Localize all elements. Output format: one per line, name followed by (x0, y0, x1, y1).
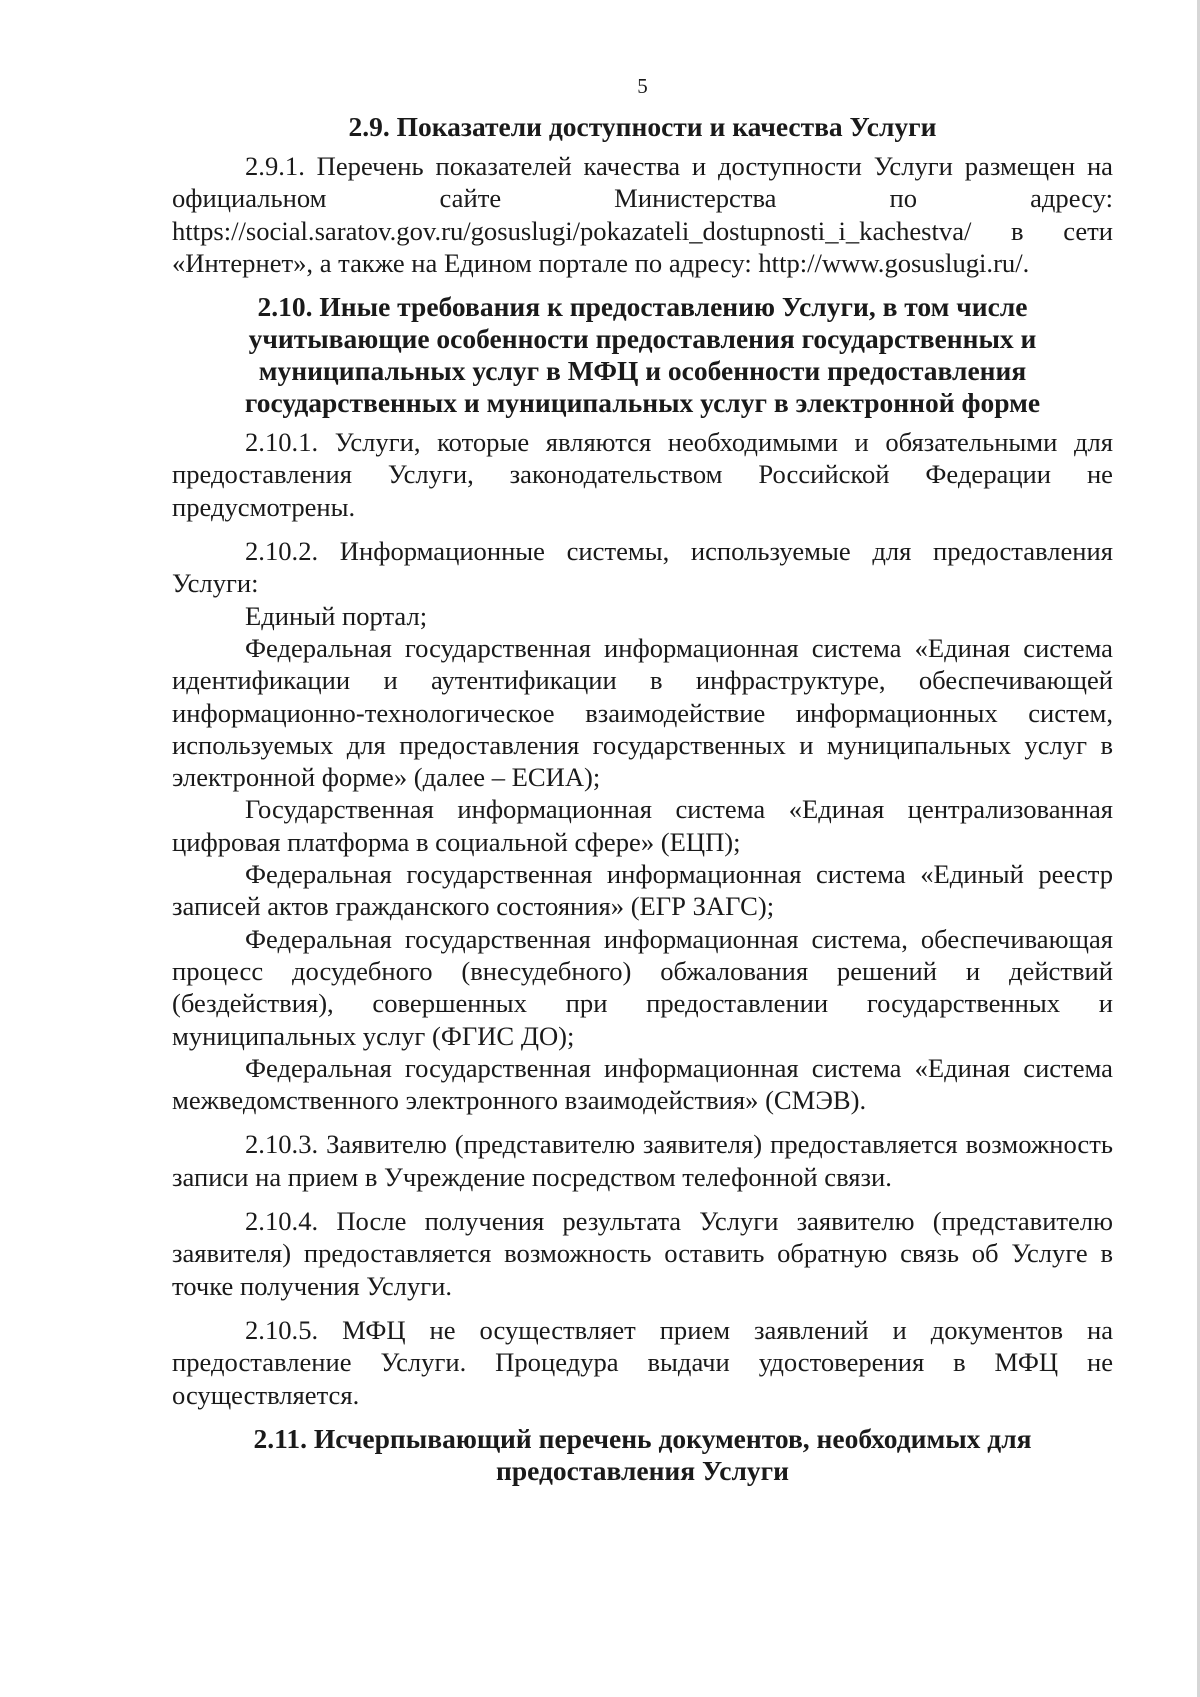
paragraph-2-10-5: 2.10.5. МФЦ не осуществляет прием заявлений и документов на предоставление Услуги. Процедура выдачи удостоверения в МФЦ не осуществляется. (172, 1314, 1113, 1410)
page-number: 5 (637, 74, 648, 98)
section-heading-2-9: 2.9. Показатели доступности и качества Услуги (348, 111, 937, 142)
system-item: Федеральная государственная информационная система «Единая система межведомственного электронного взаимодействия» (СМЭВ). (172, 1052, 1113, 1116)
paragraph-2-10-4: 2.10.4. После получения результата Услуги заявителю (представителю заявителя) предоставляется возможность оставить обратную связь об Услуге в точке получения Услуги. (172, 1206, 1113, 1301)
system-item: Государственная информационная система «Единая централизованная цифровая платформа в социальной сфере» (ЕЦП); (172, 794, 1113, 857)
paragraph-2-10-1: 2.10.1. Услуги, которые являются необходимыми и обязательными для предоставления Услуги, законодательством Российской Федерации не предусмотрены. (172, 427, 1113, 522)
paragraph-2-10-3: 2.10.3. Заявителю (представителю заявителя) предоставляется возможность записи на прием в Учреждение посредством телефонной связи. (172, 1129, 1113, 1192)
section-heading-2-10: 2.10. Иные требования к предоставлению Услуги, в том числе учитывающие особенности предоставления государственных и муниципальных услуг в МФЦ и особенности предоставления государственных и муниципальных услуг в электронной форме (244, 291, 1041, 419)
paragraph-2-10-2: 2.10.2. Информационные системы, используемые для предоставления Услуги: (172, 536, 1113, 599)
system-item: Единый портал; (245, 600, 428, 631)
system-item: Федеральная государственная информационная система, обеспечивающая процесс досудебного (внесудебного) обжалования решений и действий (бездействия), совершенных при предоставлении государственных и муниципальных услуг (ФГИС ДО); (172, 923, 1113, 1051)
paragraph-2-9-1: 2.9.1. Перечень показателей качества и доступности Услуги размещен на официальном сайте Министерства по адресу: https://social.saratov.gov.ru/gosuslugi/pokazateli_dostupnosti_i_kachestva/ в сети «Интернет», а также на Едином портале по адресу: http://www.gosuslugi.ru/. (172, 151, 1113, 278)
system-item: Федеральная государственная информационная система «Единая система идентификации и аутентификации в инфраструктуре, обеспечивающей информационно-технологическое взаимодействие информационных систем, используемых для предоставления государственных и муниципальных услуг в электронной форме» (далее – ЕСИА); (172, 632, 1113, 793)
section-heading-2-11: 2.11. Исчерпывающий перечень документов, необходимых для предоставления Услуги (253, 1422, 1032, 1486)
system-item: Федеральная государственная информационная система «Единый реестр записей актов гражданского состояния» (ЕГР ЗАГС); (172, 859, 1113, 922)
